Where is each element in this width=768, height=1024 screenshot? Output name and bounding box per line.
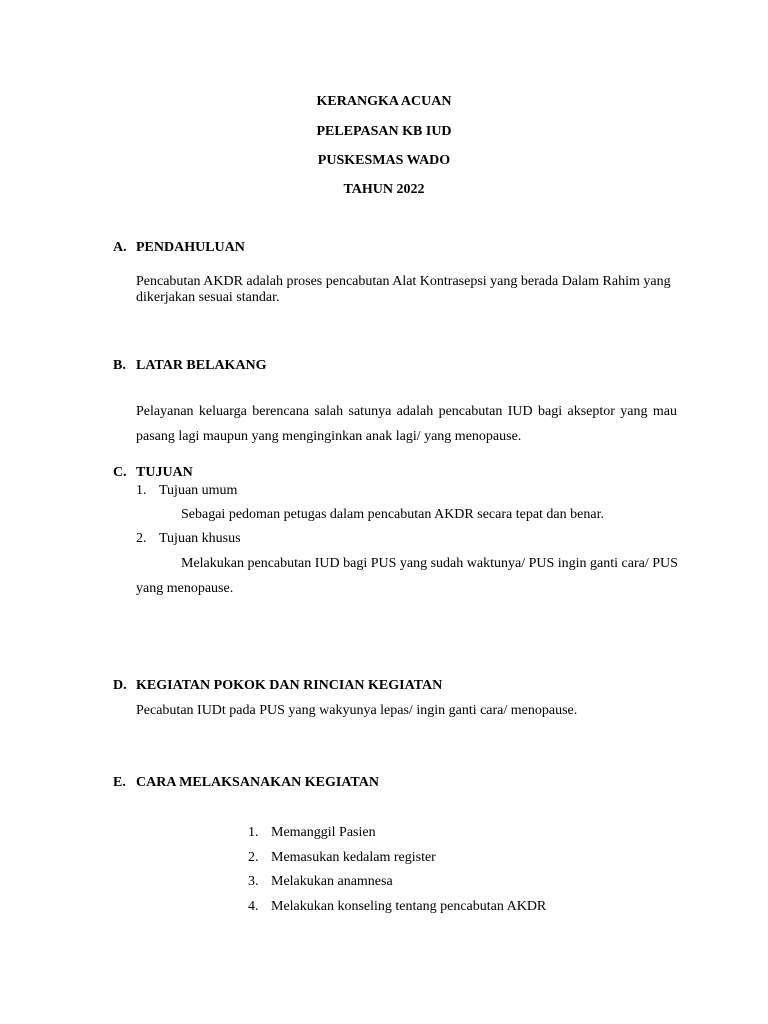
section-c-item-2-line-2: yang menopause. (136, 581, 234, 596)
section-e-step-4-text: Melakukan konseling tentang pencabutan AKDR (271, 899, 547, 914)
section-c-item-2-label: Tujuan khusus (159, 531, 241, 546)
section-e-letter: E. (113, 775, 126, 790)
section-a-paragraph-line-1: Pencabutan AKDR adalah proses pencabutan Alat Kontrasepsi yang berada Dalam Rahim yang (136, 274, 671, 289)
section-b-paragraph-line-1: Pelayanan keluarga berencana salah satunya adalah pencabutan IUD bagi akseptor yang mau (136, 404, 677, 419)
section-d-letter: D. (113, 678, 127, 693)
section-e-step-3-number: 3. (248, 874, 259, 889)
section-e-step-3-text: Melakukan anamnesa (271, 874, 393, 889)
section-c-letter: C. (113, 465, 127, 480)
section-e-step-2-text: Memasukan kedalam register (271, 850, 436, 865)
section-b-paragraph-line-2: pasang lagi maupun yang menginginkan anak lagi/ yang menopause. (136, 429, 522, 444)
section-e-step-1-text: Memanggil Pasien (271, 825, 376, 840)
section-b-heading: LATAR BELAKANG (136, 358, 267, 373)
section-c-item-2-number: 2. (136, 531, 147, 546)
section-a-heading: PENDAHULUAN (136, 240, 245, 255)
section-e-heading: CARA MELAKSANAKAN KEGIATAN (136, 775, 379, 790)
section-b-letter: B. (113, 358, 126, 373)
section-e-step-2-number: 2. (248, 850, 259, 865)
section-e-step-1-number: 1. (248, 825, 259, 840)
section-a-letter: A. (113, 240, 127, 255)
section-e-step-4-number: 4. (248, 899, 259, 914)
section-c-item-1-text: Sebagai pedoman petugas dalam pencabutan AKDR secara tepat dan benar. (181, 507, 604, 522)
section-d-text: Pecabutan IUDt pada PUS yang wakyunya lepas/ ingin ganti cara/ menopause. (136, 703, 578, 718)
doc-title-line-1: KERANGKA ACUAN (316, 94, 452, 109)
section-c-item-1-number: 1. (136, 483, 147, 498)
doc-title-line-3: PUSKESMAS WADO (317, 153, 451, 168)
section-d-heading: KEGIATAN POKOK DAN RINCIAN KEGIATAN (136, 678, 443, 693)
doc-title-line-4: TAHUN 2022 (343, 182, 425, 197)
section-c-item-1-label: Tujuan umum (159, 483, 238, 498)
doc-title-line-2: PELEPASAN KB IUD (316, 124, 452, 139)
section-c-item-2-line-1: Melakukan pencabutan IUD bagi PUS yang sudah waktunya/ PUS ingin ganti cara/ PUS (181, 556, 678, 571)
section-a-paragraph-line-2: dikerjakan sesuai standar. (136, 290, 280, 305)
section-c-heading: TUJUAN (136, 465, 193, 480)
